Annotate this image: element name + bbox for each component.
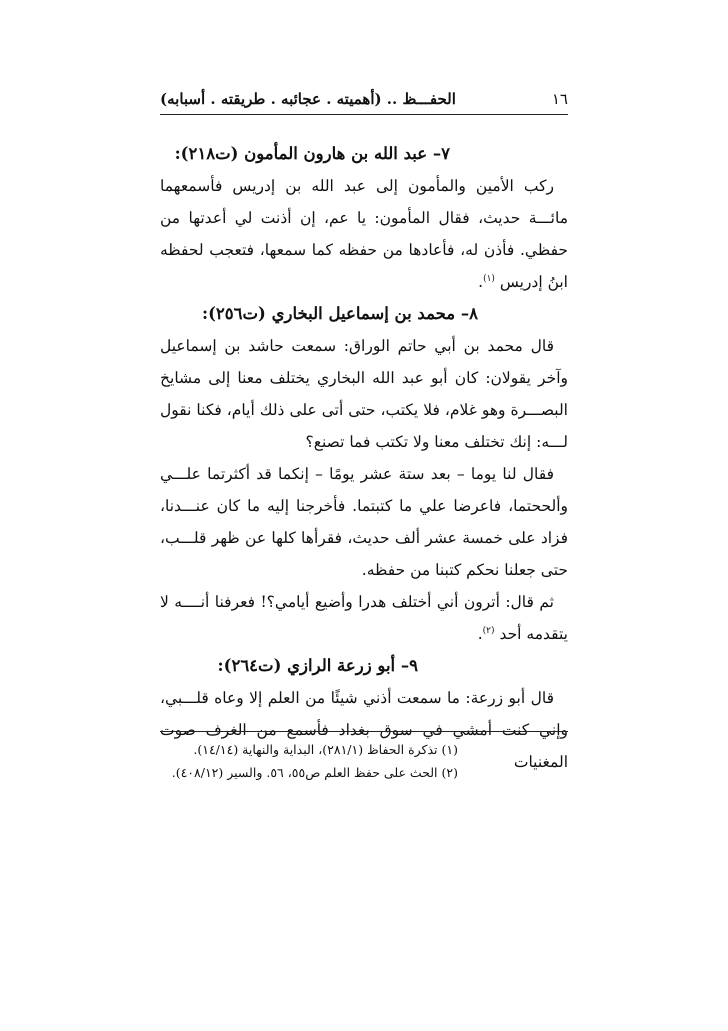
- footnotes: [160, 738, 568, 784]
- running-title: الحفـــظ .. (أهميته . عجائبه . طريقته . أسبابه): [160, 90, 456, 108]
- paragraph: قال محمد بن أبي حاتم الوراق: سمعت حاشد بن إسماعيل وآخر يقولان: كان أبو عبد الله البخاري يختلف معنا إلى مشايخ البصـــرة وهو غلام، فلا يكتب، حتى أتى على ذلك أيام، فكنا نقول لـــه: إنك تختلف معنا ولا تكتب فما تصنع؟: [160, 337, 568, 451]
- main-text: [160, 138, 568, 778]
- section-heading-9: ٩– أبو زرعة الرازي (ت٢٦٤):: [217, 656, 418, 675]
- paragraph: فقال لنا يوما – بعد ستة عشر يومًا – إنكما قد أكثرتما علـــي وألححتما، فاعرضا علي ما كتبتما. فأخرجنا إليه ما كان عنـــدنا، فزاد على خمسة عشر ألف حديث، فقرأها كلها عن ظهر قلـــب، حتى جعلنا نحكم كتبنا من حفظه.: [160, 465, 568, 579]
- section-heading-8: ٨– محمد بن إسماعيل البخاري (ت٢٥٦):: [202, 304, 478, 323]
- footnote-ref: (٢): [482, 625, 495, 636]
- footnote: (١) تذكرة الحفاظ (٢٨١/١)، البداية والنهاية (١٤/١٤).: [193, 742, 458, 757]
- paragraph: قال أبو زرعة: ما سمعت أذني شيئًا من العلم إلا وعاه قلـــبي، وإني كنت أمشي في سوق بغداد فأسمع من الغرف صوت المغنيات: [160, 689, 568, 771]
- page-number: ١٦: [551, 90, 568, 108]
- running-header: [160, 88, 568, 114]
- header-divider: [160, 114, 568, 115]
- footnote: (٢) الحث على حفظ العلم ص٥٥، ٥٦. والسير (٤٠٨/١٢).: [171, 765, 458, 780]
- footnote-ref: (١): [483, 273, 495, 284]
- footnote-divider: [160, 731, 568, 732]
- section-heading-7: ٧– عبد الله بن هارون المأمون (ت٢١٨):: [174, 144, 450, 163]
- paragraph: ثم قال: أترون أني أختلف هدرا وأضيع أيامي؟! فعرفنا أنــــه لا يتقدمه أحد $^{(٢)}$.: [160, 593, 568, 643]
- paragraph: ركب الأمين والمأمون إلى عبد الله بن إدريس فأسمعهما مائـــة حديث، فقال المأمون: يا عم، إن أذنت لي أعدتها من حفظي. فأذن له، فأعادها من حفظه كما سمعها، فتعجب لحفظه ابنُ إدريس $^{(١)}$.: [160, 177, 568, 291]
